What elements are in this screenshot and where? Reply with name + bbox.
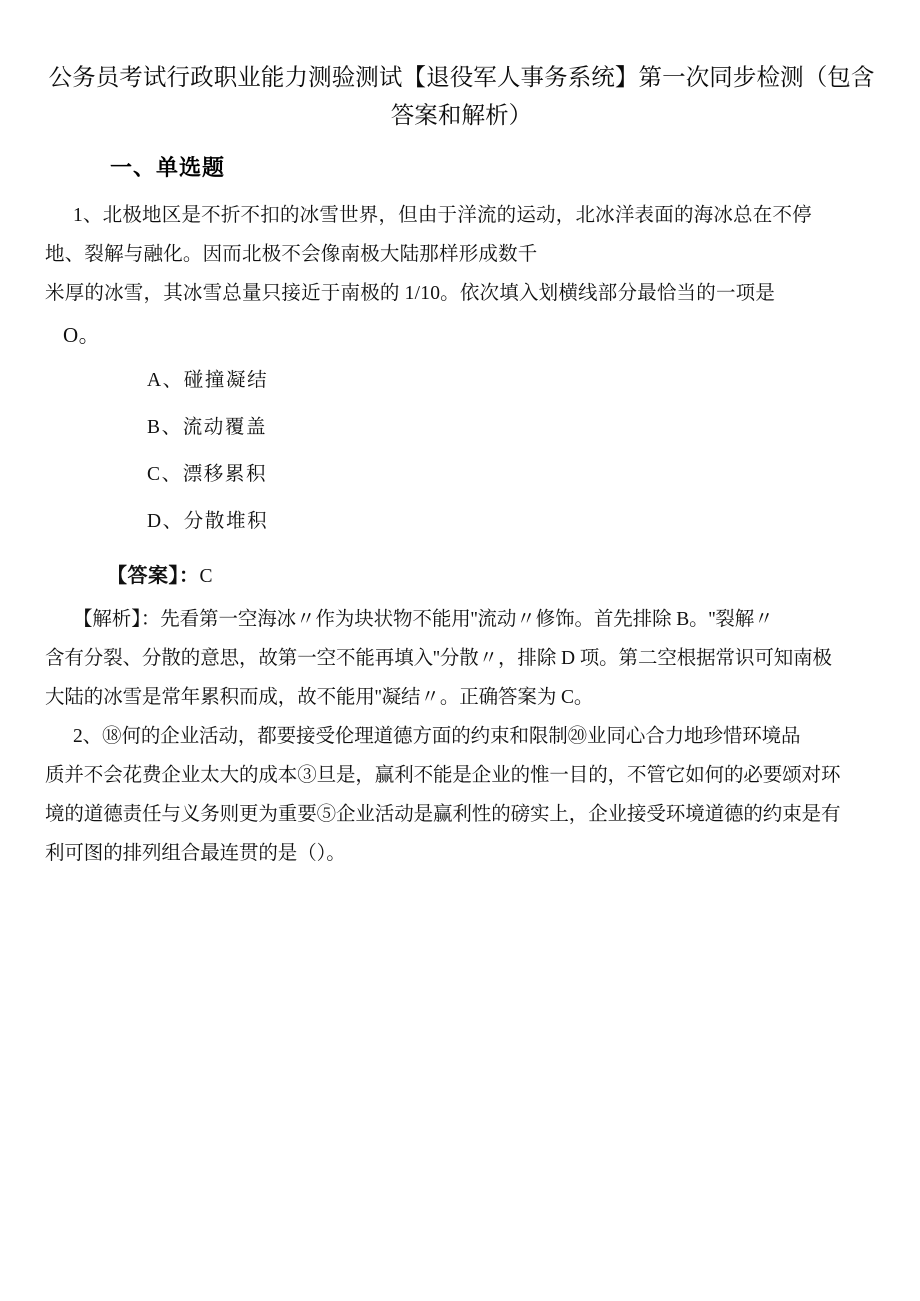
spacer [45,545,878,553]
question-1-option-d[interactable]: D、分散堆积 [147,511,269,532]
question-1-explanation-line-3: 大陆的冰雪是常年累积而成，故不能用''凝结〃。正确答案为 C。 [45,687,594,708]
page-title [45,58,878,134]
question-1-line-1: 1、北极地区是不折不扣的冰雪世界，但由于洋流的运动，北冰洋表面的海冰总在不停 [73,205,812,226]
question-1-option-c[interactable]: C、漂移累积 [147,464,268,485]
answer-value: C [199,566,213,587]
question-1-line-3: 米厚的冰雪，其冰雪总量只接近于南极的 1/10。依次填入划横线部分最恰当的一项是 [45,283,776,304]
question-1-line-2: 地、裂解与融化。因而北极不会像南极大陆那样形成数千 [45,244,538,265]
question-2-line-1: 2、⑱何的企业活动，都要接受伦理道德方面的约束和限制⑳业同心合力地珍惜环境品 [73,726,801,747]
question-1-answer [45,553,878,600]
question-1-explanation-line-2: 含有分裂、分散的意思，故第一空不能再填入''分散〃，排除 D 项。第二空根据常识可知南极 [45,648,832,669]
question-1-explanation-line-1: 【解析】：先看第一空海冰〃作为块状物不能用''流动〃修饰。首先排除 B。''裂解〃 [73,609,774,630]
page-title-line-2: 答案和解析） [390,102,533,128]
question-1-option-b[interactable]: B、流动覆盖 [147,417,268,438]
question-1-option-a[interactable]: A、碰撞凝结 [147,370,269,391]
question-2-line-2: 质并不会花费企业太大的成本③旦是，赢利不能是企业的惟一目的，不管它如何的必要颂对环 [45,765,841,786]
page-title-line-1: 公务员考试行政职业能力测验测试【退役军人事务系统】第一次同步检测（包含 [48,64,875,90]
question-1-line-4: O。 [63,323,101,347]
question-2-line-3: 境的道德责任与义务则更为重要⑤企业活动是赢利性的磅实上，企业接受环境道德的约束是有 [45,804,841,825]
question-2-line-4: 利可图的排列组合最连贯的是（）。 [45,843,346,864]
answer-label: 【答案】： [107,565,200,587]
section-heading-single-choice: 一、单选题 [110,155,226,180]
document-body [45,196,878,873]
